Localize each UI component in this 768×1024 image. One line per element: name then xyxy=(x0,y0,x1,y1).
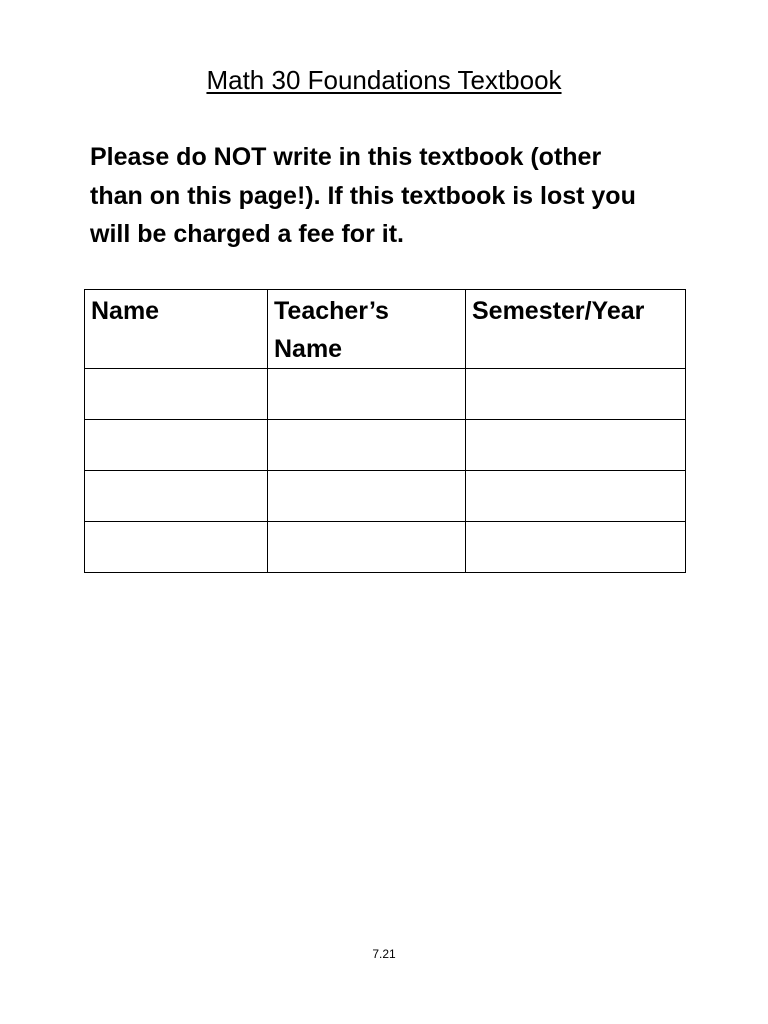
notice-line: than on this page!). If this textbook is lost you xyxy=(90,181,636,210)
teacher-name-cell[interactable] xyxy=(268,369,466,420)
semester-year-cell[interactable] xyxy=(466,420,686,471)
notice-paragraph xyxy=(90,138,690,254)
table-header-row xyxy=(85,290,686,369)
table-row xyxy=(85,420,686,471)
semester-year-cell[interactable] xyxy=(466,471,686,522)
name-cell[interactable] xyxy=(85,369,268,420)
semester-year-cell[interactable] xyxy=(466,369,686,420)
table-row xyxy=(85,471,686,522)
semester-year-cell[interactable] xyxy=(466,522,686,573)
page-number: 7.21 xyxy=(372,947,396,961)
name-cell[interactable] xyxy=(85,522,268,573)
teacher-name-cell[interactable] xyxy=(268,522,466,573)
teacher-name-cell[interactable] xyxy=(268,471,466,522)
name-cell[interactable] xyxy=(85,420,268,471)
column-header-name: Name xyxy=(85,290,268,369)
column-header-teacher-name: Teacher’s Name xyxy=(268,290,466,369)
table-row xyxy=(85,369,686,420)
name-cell[interactable] xyxy=(85,471,268,522)
table-row xyxy=(85,522,686,573)
notice-line: will be charged a fee for it. xyxy=(90,220,404,248)
column-header-semester-year: Semester/Year xyxy=(466,290,686,369)
textbook-signout-table xyxy=(84,289,686,573)
page-title: Math 30 Foundations Textbook xyxy=(206,65,562,95)
notice-line: Please do NOT write in this textbook (other xyxy=(90,143,602,171)
teacher-name-cell[interactable] xyxy=(268,420,466,471)
